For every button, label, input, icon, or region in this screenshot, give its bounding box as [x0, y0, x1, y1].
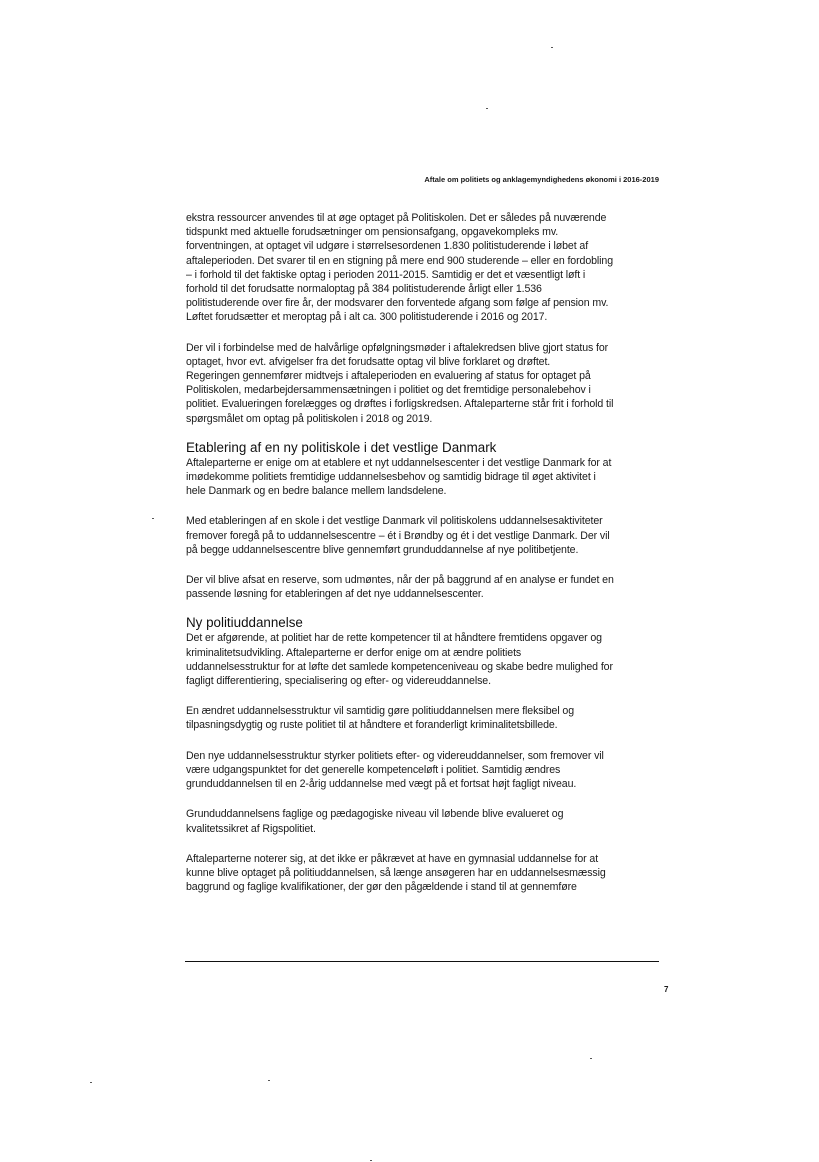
scan-speck	[551, 47, 553, 48]
scan-speck	[370, 1160, 372, 1161]
paragraph-reserve: Der vil blive afsat en reserve, som udmøntes, når der på baggrund af en analyse er fundet en passende løsning for etableringen af det nye uddannelsescenter.	[186, 574, 614, 601]
paragraph-status-optag: Der vil i forbindelse med de halvårlige opfølgningsmøder i aftalekredsen blive gjort status for optaget, hvor evt. afvigelser fra det forudsatte optag vil blive forklaret og drøftet. Regeringen gennemfører midtvejs i aftaleperioden en evaluering af status for optaget på Politiskolen, medarbejdersammensætningen i politiet og det fremtidige personalebehov i politiet. Evalueringen forelægges og drøftes i forligskredsen. Aftaleparterne står frit i forhold til spørgsmålet om optag på politiskolen i 2018 og 2019.	[186, 341, 614, 425]
paragraph-to-uddannelsescentre: Med etableringen af en skole i det vestlige Danmark vil politiskolens uddannelsesaktiviteter fremover foregå på to uddannelsescentre – ét i Brøndby og ét i det vestlige Danmark. Der vil på begge uddannelsescentre blive gennemført grunduddannelse af nye politibetjente.	[186, 515, 610, 556]
paragraph-evaluering: Grunduddannelsens faglige og pædagogiske niveau vil løbende blive evalueret og kvalitetssikret af Rigspolitiet.	[186, 808, 564, 835]
scan-speck	[590, 1058, 592, 1059]
scan-speck	[268, 1080, 270, 1081]
paragraph-politiskole-optag: ekstra ressourcer anvendes til at øge optaget på Politiskolen. Det er således på nuværende tidspunkt med aktuelle forudsætninger om pensionsafgang, opgavekompleks mv. forventningen, at optaget vil udgøre i størrelsesordenen 1.830 politistuderende i løbet af aftaleperioden. Det svarer til en en stigning på mere end 900 studerende – eller en fordobling – i forhold til det faktiske optag i perioden 2011-2015. Samtidig er det et væsentligt løft i forhold til det forudsatte normaloptag på 384 politistuderende årligt eller 1.536 politistuderende over fire år, der modsvarer den forventede afgang som følge af pension mv. Løftet forudsætter et meroptag på i alt ca. 300 politistuderende i 2016 og 2017.	[186, 212, 613, 324]
paragraph-nyt-uddannelsescenter: Aftaleparterne er enige om at etablere et nyt uddannelsescenter i det vestlige Danmark for at imødekomme politiets fremtidige uddannelsesbehov og samtidig bidrage til øget aktivitet i hele Danmark og en bedre balance mellem landsdelene.	[186, 456, 612, 498]
footer-rule	[185, 961, 659, 962]
section-heading-ny-politiuddannelse: Ny politiuddannelse	[186, 615, 303, 631]
document-body	[186, 211, 662, 894]
page-number: 7	[664, 985, 669, 994]
paragraph-efter-videreuddannelse: Den nye uddannelsesstruktur styrker politiets efter- og videreuddannelser, som fremover vil være udgangspunktet for det generelle kompetenceløft i politiet. Samtidig ændres grunduddannelsen til en 2-årig uddannelse med vægt på et fortsat højt fagligt niveau.	[186, 749, 604, 791]
scan-speck	[486, 108, 488, 109]
paragraph-fleksibel-uddannelse: En ændret uddannelsesstruktur vil samtidig gøre politiuddannelsen mere fleksibel og tilpasningsdygtig og ruste politiet til at håndtere et foranderligt kriminalitetsbillede.	[186, 705, 575, 732]
scan-speck	[152, 518, 154, 519]
scan-speck	[90, 1082, 92, 1083]
running-header: Aftale om politiets og anklagemyndighedens økonomi i 2016-2019	[424, 175, 659, 184]
section-heading-vestlige-danmark: Etablering af en ny politiskole i det vestlige Danmark	[186, 439, 497, 455]
paragraph-kompetencer: Det er afgørende, at politiet har de rette kompetencer til at håndtere fremtidens opgaver og kriminalitetsudvikling. Aftaleparterne er derfor enige om at ændre politiets uddannelsesstruktur for at løfte det samlede kompetenceniveau og skabe bedre mulighed for fagligt differentiering, specialisering og efter- og videreuddannelse.	[186, 632, 613, 688]
paragraph-gymnasial-uddannelse: Aftaleparterne noterer sig, at det ikke er påkrævet at have en gymnasial uddannelse for at kunne blive optaget på politiuddannelsen, så længe ansøgeren har en uddannelsesmæssig baggrund og faglige kvalifikationer, der gør den pågældende i stand til at gennemføre	[186, 852, 606, 894]
